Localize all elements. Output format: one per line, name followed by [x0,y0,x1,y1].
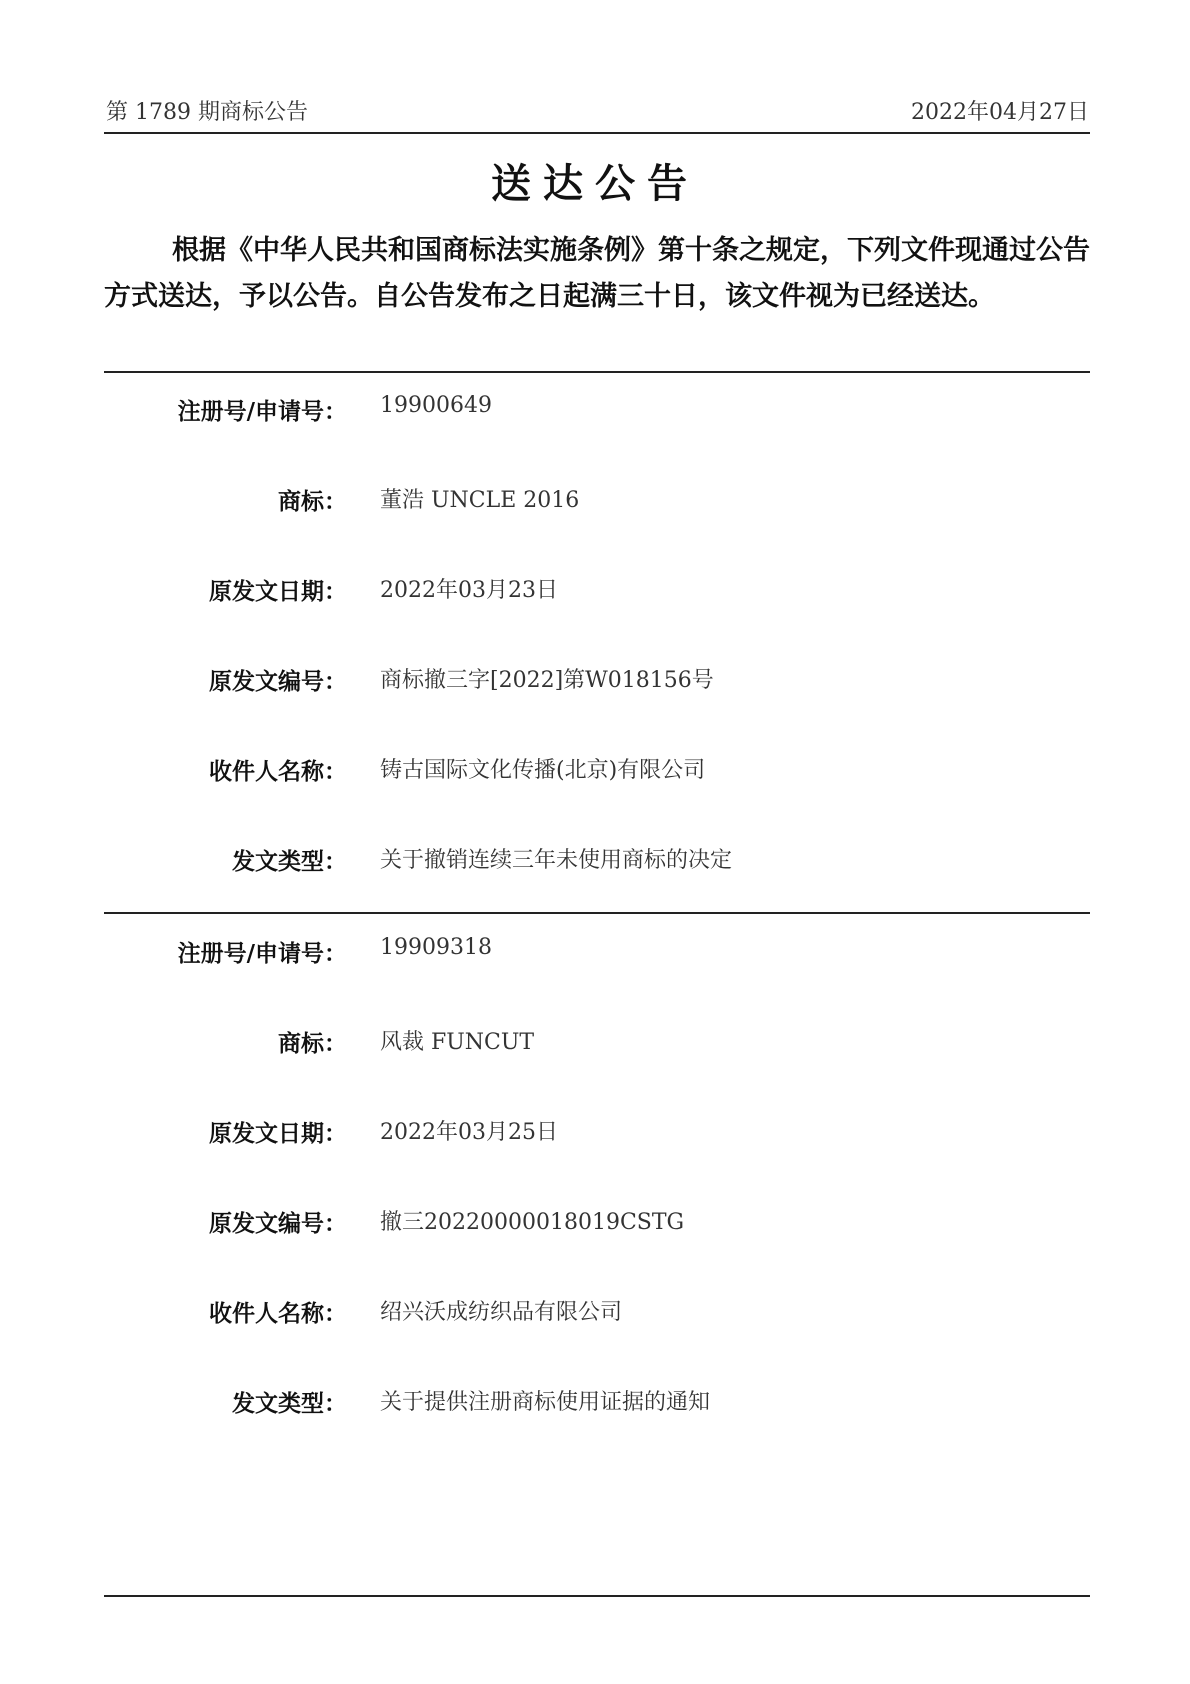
field-value: 19909318 [380,935,492,960]
document-type-field [104,1385,1090,1425]
field-value: 风裁 FUNCUT [380,1030,535,1055]
field-label: 发文类型： [232,849,347,875]
field-label: 商标： [278,489,347,515]
issue-date: 2022年04月27日 [911,100,1089,125]
field-label: 原发文日期： [209,579,347,605]
field-label: 商标： [278,1031,347,1057]
footer-rule [104,1595,1090,1597]
field-value: 商标撤三字[2022]第W018156号 [380,668,714,693]
header-rule [104,132,1090,134]
field-label: 发文类型： [232,1391,347,1417]
original-document-number-field [104,1205,1090,1245]
field-label: 注册号/申请号： [177,941,347,967]
section-divider [104,912,1090,914]
field-value: 关于撤销连续三年未使用商标的决定 [380,848,733,873]
original-document-number-field [104,663,1090,703]
registration-number-field [104,393,1090,433]
recipient-name-field [104,753,1090,793]
field-label: 收件人名称： [209,1301,347,1327]
issue-number: 第 1789 期商标公告 [106,100,308,125]
field-value: 绍兴沃成纺织品有限公司 [380,1300,623,1325]
field-label: 原发文日期： [209,1121,347,1147]
trademark-field [104,483,1090,523]
field-value: 铸古国际文化传播(北京)有限公司 [380,758,706,783]
field-value: 董浩 UNCLE 2016 [380,488,580,513]
original-date-field [104,573,1090,613]
field-value: 19900649 [380,393,492,418]
section-divider [104,371,1090,373]
field-label: 原发文编号： [209,1211,347,1237]
field-label: 收件人名称： [209,759,347,785]
page-title: 送达公告 [491,161,699,207]
field-value: 2022年03月25日 [380,1120,558,1145]
original-date-field [104,1115,1090,1155]
intro-paragraph: 根据《中华人民共和国商标法实施条例》第十条之规定，下列文件现通过公告方式送达，予以公告。自公告发布之日起满三十日，该文件视为已经送达。 [104,235,1090,312]
field-value: 关于提供注册商标使用证据的通知 [380,1390,711,1415]
recipient-name-field [104,1295,1090,1335]
field-value: 2022年03月23日 [380,578,558,603]
field-value: 撤三20220000018019CSTG [380,1210,685,1235]
field-label: 原发文编号： [209,669,347,695]
document-type-field [104,843,1090,883]
field-label: 注册号/申请号： [177,399,347,425]
trademark-field [104,1025,1090,1065]
registration-number-field [104,935,1090,975]
